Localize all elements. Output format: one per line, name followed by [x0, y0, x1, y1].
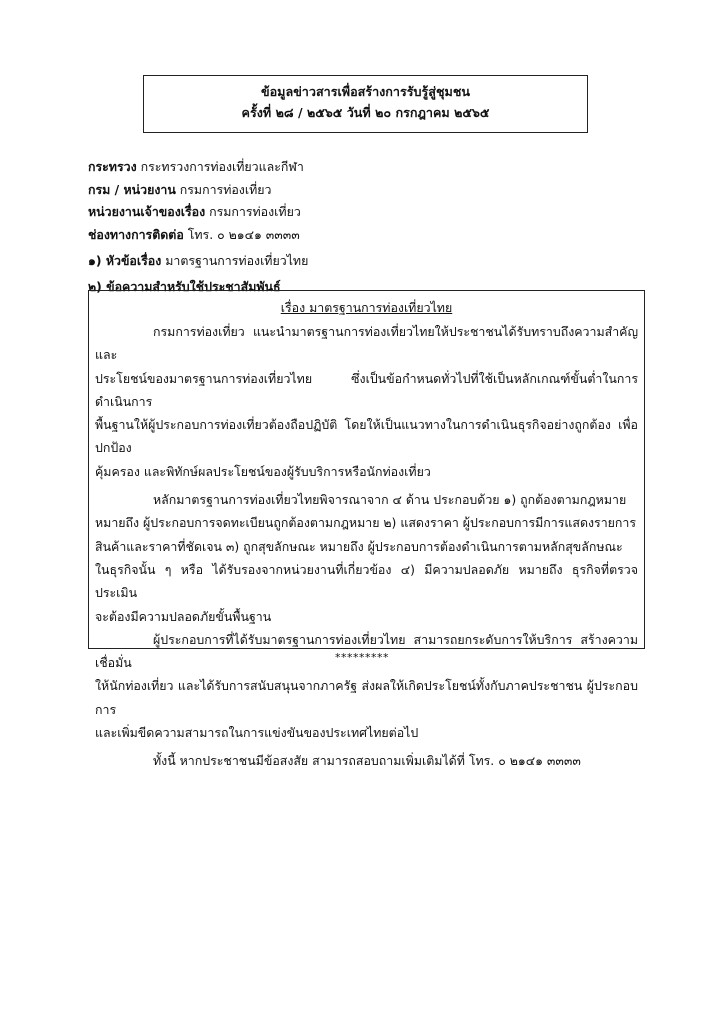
ministry-value: กระทรวงการท่องเที่ยวและกีฬา [136, 159, 304, 174]
paragraph-line: ทั้งนี้ หากประชาชนมีข้อสงสัย สามารถสอบถามเพิ่มเติมได้ที่ โทร. ๐ ๒๑๔๑ ๓๓๓๓ [153, 753, 581, 769]
paragraph-4 [95, 749, 638, 772]
contact-value: โทร. ๐ ๒๑๔๑ ๓๓๓๓ [183, 226, 300, 242]
paragraph-line: หลักมาตรฐานการท่องเที่ยวไทยพิจารณาจาก ๔ ด้าน ประกอบด้วย ๑) ถูกต้องตามกฎหมาย [153, 492, 627, 508]
owner-value: กรมการท่องเที่ยว [205, 204, 301, 219]
content-title: เรื่อง มาตรฐานการท่องเที่ยวไทย [280, 300, 453, 315]
meta-contact [88, 224, 688, 247]
meta-topic [88, 250, 688, 273]
header-box [143, 75, 588, 133]
meta-ministry [88, 156, 688, 179]
paragraph-line: กรมการท่องเที่ยว แนะนำมาตรฐานการท่องเที่ยวไทยให้ประชาชนได้รับทราบถึงความสำคัญและ [95, 324, 638, 363]
department-value: กรมการท่องเที่ยว [175, 181, 272, 197]
paragraph-line: ให้นักท่องเที่ยว และได้รับการสนับสนุนจากภาครัฐ ส่งผลให้เกิดประโยชน์ทั้งกับภาคประชาชน ผู้ประกอบการ [95, 678, 638, 717]
pr-content-box [88, 290, 645, 769]
paragraph-line: และเพิ่มขีดความสามารถในการแข่งขันของประเทศไทยต่อไป [95, 725, 419, 741]
paragraph-2 [95, 488, 638, 628]
meta-department [88, 179, 688, 202]
end-marker: ********* [335, 651, 389, 664]
paragraph-line: พื้นฐานให้ผู้ประกอบการท่องเที่ยวต้องถือปฏิบัติ โดยให้เป็นแนวทางในการดำเนินธุรกิจอย่างถูกต้อง เพื่อปกป้อง [95, 417, 638, 456]
paragraph-line: สินค้าและราคาที่ชัดเจน ๓) ถูกสุขลักษณะ หมายถึง ผู้ประกอบการต้องดำเนินการตามหลักสุขลักษณะ [95, 538, 623, 554]
document-meta [88, 156, 688, 298]
contact-label: ช่องทางการติดต่อ [88, 226, 184, 242]
paragraph-line: หมายถึง ผู้ประกอบการจดทะเบียนถูกต้องตามกฎหมาย ๒) แสดงราคา ผู้ประกอบการมีการแสดงรายการ [95, 515, 637, 531]
department-label: กรม / หน่วยงาน [88, 181, 176, 197]
paragraph-line: จะต้องมีความปลอดภัยขั้นพื้นฐาน [95, 608, 272, 624]
header-issue-date: ครั้งที่ ๒๘ / ๒๕๖๕ วันที่ ๒๐ กรกฎาคม ๒๕๖๕ [241, 105, 490, 120]
paragraph-1 [95, 320, 638, 483]
ministry-label: กระทรวง [88, 159, 137, 174]
topic-value: มาตรฐานการท่องเที่ยวไทย [161, 253, 309, 268]
paragraph-line: ผู้ประกอบการที่ได้รับมาตรฐานการท่องเที่ยวไทย สามารถยกระดับการให้บริการ สร้างความเชื่อมั่น [95, 631, 638, 671]
header-title: ข้อมูลข่าวสารเพื่อสร้างการรับรู้สู่ชุมชน [261, 84, 470, 99]
owner-label: หน่วยงานเจ้าของเรื่อง [88, 204, 206, 219]
paragraph-line: ประโยชน์ของมาตรฐานการท่องเที่ยวไทย ซึ่งเป็นข้อกำหนดทั่วไปที่ใช้เป็นหลักเกณฑ์ขั้นต่ำในการดำเนินการ [95, 370, 638, 409]
paragraph-line: ในธุรกิจนั้น ๆ หรือ ได้รับรองจากหน่วยงานที่เกี่ยวข้อง ๔) มีความปลอดภัย หมายถึง ธุรกิจที่ตรวจประเมิน [95, 561, 638, 601]
paragraph-3 [95, 628, 638, 744]
pr-label: ๒) ข้อความสำหรับใช้ประชาสัมพันธ์ [88, 278, 281, 294]
paragraph-line: คุ้มครอง และพิทักษ์ผลประโยชน์ของผู้รับบริการหรือนักท่องเที่ยว [95, 463, 431, 479]
meta-owner [88, 201, 688, 224]
topic-label: ๑) หัวข้อเรื่อง [88, 253, 162, 268]
